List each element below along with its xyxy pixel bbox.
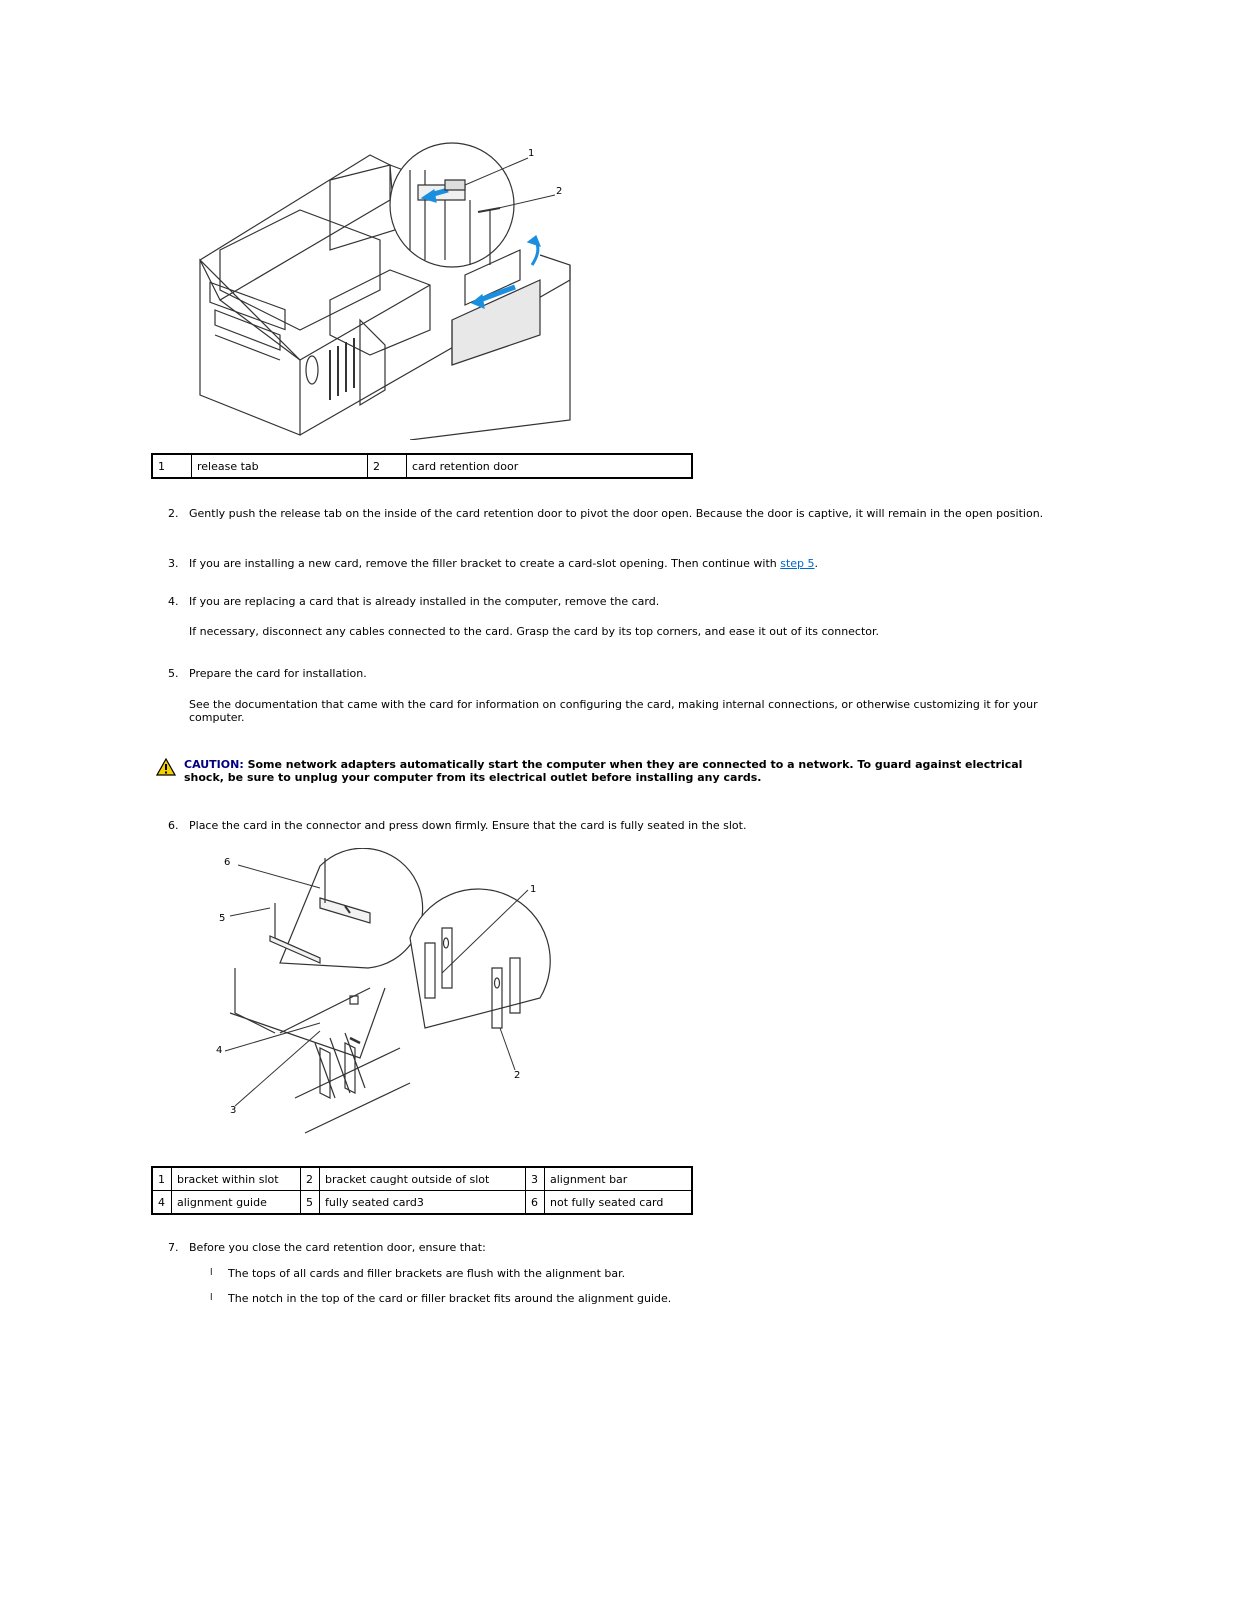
step-6 [168, 819, 1068, 832]
caution-icon [156, 758, 176, 779]
legend-table-2 [151, 1166, 693, 1215]
callout-2: 2 [556, 186, 563, 197]
legend-text: not fully seated card [545, 1191, 693, 1215]
bullet-icon: l [210, 1268, 213, 1278]
bullet-text: The tops of all cards and filler brackets are flush with the alignment bar. [228, 1267, 626, 1280]
legend-num: 5 [301, 1191, 320, 1215]
step-4-detail: If necessary, disconnect any cables connected to the card. Grasp the card by its top corners, and ease it out of its connector. [189, 625, 880, 638]
caution-text [184, 758, 1056, 784]
step-number: 6. [168, 819, 179, 832]
legend-text: bracket within slot [172, 1167, 301, 1191]
bullet-item-1 [210, 1267, 625, 1280]
callout-5: 5 [219, 913, 226, 924]
legend-text: bracket caught outside of slot [320, 1167, 526, 1191]
legend-num: 3 [526, 1167, 545, 1191]
callout-2: 2 [514, 1070, 521, 1081]
step-text-main: If you are installing a new card, remove the filler bracket to create a card-slot opening. Then continue with [189, 557, 781, 570]
legend-text: fully seated card3 [320, 1191, 526, 1215]
callout-4: 4 [216, 1045, 223, 1056]
step-5 [168, 667, 1068, 680]
step-number: 2. [168, 507, 179, 520]
table-row [152, 1167, 692, 1191]
step-3 [168, 557, 1068, 570]
figure-card-alignment [210, 848, 560, 1138]
callout-3: 3 [230, 1105, 237, 1116]
caution-notice [156, 758, 1056, 784]
legend-text: card retention door [407, 454, 693, 478]
callout-1: 1 [528, 148, 535, 159]
bullet-item-2 [210, 1292, 671, 1305]
legend-text: alignment guide [172, 1191, 301, 1215]
step-5-link[interactable]: step 5 [780, 557, 815, 570]
table-row [152, 454, 692, 478]
bullet-icon: l [210, 1293, 213, 1303]
step-number: 7. [168, 1241, 179, 1254]
step-text: Prepare the card for installation. [189, 667, 367, 680]
caution-body: Some network adapters automatically start the computer when they are connected to a network. To guard against electrical shock, be sure to unplug your computer from its electrical outlet before installing any cards. [184, 758, 1023, 784]
caution-label: CAUTION: [184, 758, 244, 771]
legend-table-1 [151, 453, 693, 479]
legend-text: alignment bar [545, 1167, 693, 1191]
step-5-detail: See the documentation that came with the card for information on configuring the card, making internal connections, or otherwise customizing it for your computer. [189, 698, 1038, 724]
figure-card-retention-door [190, 140, 580, 440]
legend-text: release tab [192, 454, 368, 478]
legend-num: 2 [368, 454, 407, 478]
step-text [189, 557, 1068, 570]
step-2 [168, 507, 1068, 520]
legend-num: 1 [152, 454, 192, 478]
step-number: 5. [168, 667, 179, 680]
step-number: 4. [168, 595, 179, 608]
step-text: Place the card in the connector and press down firmly. Ensure that the card is fully seated in the slot. [189, 819, 747, 832]
step-text-end: . [814, 557, 819, 570]
step-number: 3. [168, 557, 179, 570]
legend-num: 1 [152, 1167, 172, 1191]
step-text: Before you close the card retention door, ensure that: [189, 1241, 486, 1254]
callout-6: 6 [224, 857, 231, 868]
callout-1: 1 [530, 884, 537, 895]
table-row [152, 1191, 692, 1215]
bullet-text: The notch in the top of the card or filler bracket fits around the alignment guide. [228, 1292, 672, 1305]
legend-num: 4 [152, 1191, 172, 1215]
legend-num: 2 [301, 1167, 320, 1191]
step-text: If you are replacing a card that is already installed in the computer, remove the card. [189, 595, 660, 608]
legend-num: 6 [526, 1191, 545, 1215]
step-text: Gently push the release tab on the inside of the card retention door to pivot the door open. Because the door is captive, it will remain in the open position. [189, 507, 1044, 520]
step-4 [168, 595, 1068, 608]
step-7 [168, 1241, 1068, 1254]
